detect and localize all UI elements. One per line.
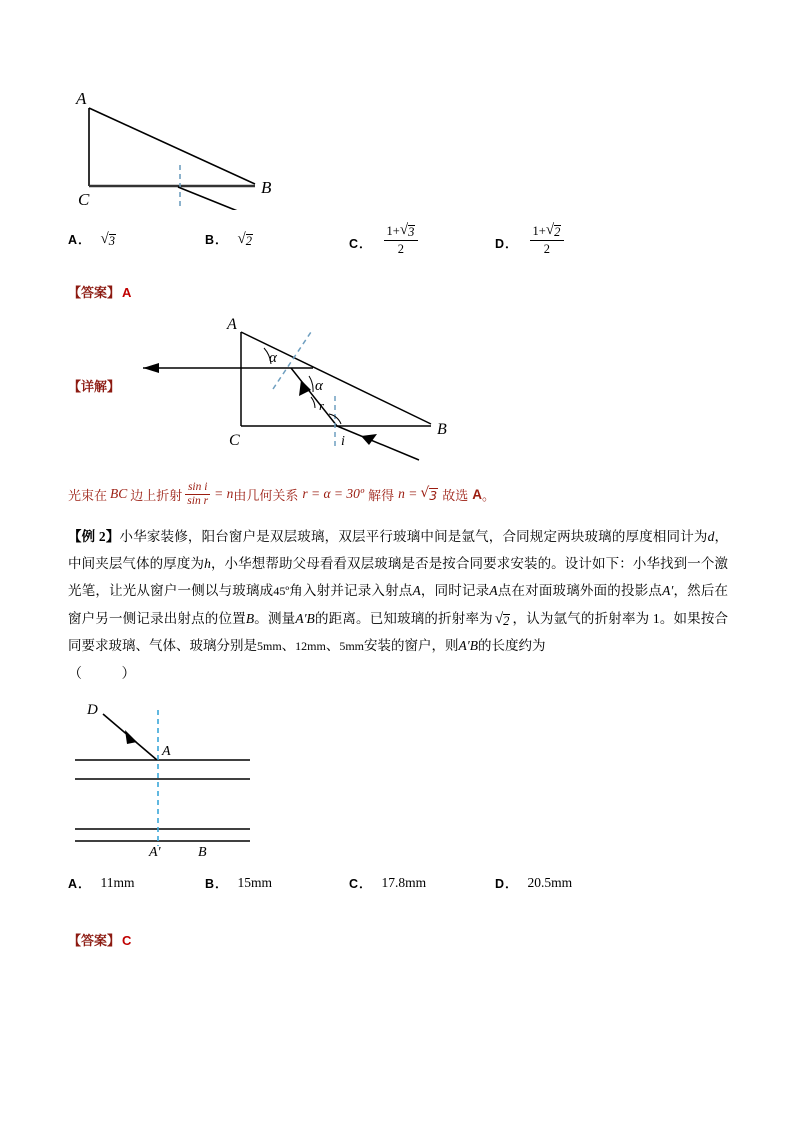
question2-line5h: 的长度约为 bbox=[477, 638, 546, 654]
solution-r-eq: r = α = 30º bbox=[302, 486, 365, 502]
label-B: B bbox=[261, 178, 272, 197]
incident-ray bbox=[337, 426, 419, 460]
question2-line3c: 角入射并记录入射点 bbox=[289, 583, 413, 599]
question2-line3a: 到一个激光笔，让光从窗户一侧以与玻璃成 bbox=[68, 556, 728, 599]
exit-ray-arrow-icon bbox=[143, 363, 159, 373]
option-b-value: √ 2 bbox=[237, 230, 253, 248]
label-D: D bbox=[87, 702, 98, 719]
option-d-label: D． bbox=[495, 237, 519, 252]
option2-c[interactable] bbox=[349, 874, 426, 892]
option-a-radicand: 3 bbox=[108, 233, 116, 248]
question2-var-ApB: A′B bbox=[295, 611, 315, 627]
solution-text-3: 由几何关系 bbox=[233, 488, 299, 504]
label-B-3: B bbox=[198, 845, 207, 861]
solution-text-1: 光束在 bbox=[68, 488, 108, 504]
question2-line5g: 安装的窗户，则 bbox=[364, 638, 459, 654]
answer-value: A bbox=[122, 285, 132, 300]
solution-text-2: 边上折射 bbox=[130, 488, 183, 504]
answer2-value: C bbox=[122, 933, 132, 949]
question2-paragraph: 【例 2】小华家装修，阳台窗户是双层玻璃，双层平行玻璃中间是氩气，合同规定两块玻璃的厚度相同计为d，中间夹层气体的厚度为h，小华想帮助父母看看双层玻璃是否是按合同要求安装的。设计如下：小华找到一个激光笔，让光从窗户一侧以与玻璃成45º角入射并记录入射点A，同时记录A点在对面玻璃外面的投影点A′，然后在窗户另一侧记录出射点的位置B。测量A′B的距离。已知玻璃的折射率为 √ 2 ，认为氩气的折射率为 1。如果按合同要求玻璃、气体、玻璃分别是5mm、12mm、5mm安装的窗户，则A′B的长度约为 bbox=[68, 529, 729, 654]
question2-answer-row bbox=[68, 930, 728, 950]
option-d-value: 1+ √ 2 2 bbox=[530, 224, 565, 256]
question2-var-ApB2: A′B bbox=[458, 638, 478, 654]
figure-prism-2-svg bbox=[123, 314, 483, 474]
label-r: r bbox=[319, 398, 325, 413]
page-content bbox=[68, 60, 728, 950]
figure-prism-1 bbox=[68, 60, 728, 210]
question2-line4d: 的距离。已知玻璃的折射率为 bbox=[314, 611, 493, 627]
option2-c-label: C． bbox=[349, 877, 373, 892]
option-d-num-prefix: 1+ bbox=[532, 224, 546, 238]
question2-line2a: ，中间夹层气体的厚度为 bbox=[68, 529, 729, 572]
question2-var-A2: A bbox=[489, 583, 498, 599]
segment-AB bbox=[89, 108, 255, 184]
solution-n-radicand: 3 bbox=[429, 487, 438, 503]
solution-bc: BC bbox=[110, 486, 128, 502]
label-C: C bbox=[78, 190, 90, 209]
incident-ray-arrow-icon bbox=[125, 730, 137, 744]
question2-var-h: h bbox=[204, 556, 211, 572]
label-A-prime: A' bbox=[149, 845, 161, 861]
option-c-value: 1+ √ 3 2 bbox=[384, 224, 419, 256]
option-a[interactable] bbox=[68, 230, 116, 248]
option2-b[interactable] bbox=[205, 874, 272, 892]
question1-options bbox=[68, 222, 728, 274]
option2-b-label: B． bbox=[205, 877, 229, 892]
label-C-2: C bbox=[229, 432, 240, 449]
label-B-2: B bbox=[437, 421, 447, 438]
option-c-radicand: 3 bbox=[408, 225, 415, 239]
question2-thickness-1: 5mm bbox=[257, 639, 282, 654]
option2-b-value: 15mm bbox=[237, 875, 273, 891]
question2-line4e: ，认为氩气的 bbox=[512, 611, 595, 627]
question2-thickness-2: 12mm bbox=[295, 639, 326, 654]
option-d[interactable] bbox=[495, 224, 566, 256]
question2-options bbox=[68, 874, 728, 908]
question1-answer-row bbox=[68, 282, 728, 308]
question2-line5a: 折射率为 1。如果按合同要求玻璃、气体、玻璃分别是 bbox=[68, 611, 729, 654]
question2-line5c: 、 bbox=[281, 638, 296, 654]
option2-a[interactable] bbox=[68, 874, 135, 892]
normal-dashed-AB bbox=[273, 332, 311, 389]
question2-angle-45: 45º bbox=[273, 584, 290, 599]
option2-d-value: 20.5mm bbox=[527, 875, 573, 891]
option-a-label: A． bbox=[68, 233, 92, 247]
question2-line4a: 影点 bbox=[634, 583, 663, 599]
option2-d[interactable] bbox=[495, 874, 572, 892]
solution-frac-den: sin r bbox=[187, 494, 209, 507]
figure-prism-1-svg bbox=[68, 60, 368, 210]
label-i: i bbox=[341, 434, 345, 449]
option-d-radicand: 2 bbox=[554, 225, 561, 239]
internal-ray bbox=[291, 368, 337, 426]
option-c-denominator: 2 bbox=[384, 240, 419, 256]
question2-line3e: 点在对面玻璃外面的投 bbox=[497, 583, 635, 599]
question2-thickness-3: 5mm bbox=[339, 639, 365, 654]
label-A: A bbox=[76, 89, 87, 108]
option2-a-value: 11mm bbox=[100, 875, 135, 891]
option-b[interactable] bbox=[205, 230, 253, 248]
figure-double-glazing bbox=[68, 698, 728, 878]
solution-text-4: 解得 bbox=[368, 488, 395, 504]
option-c-label: C． bbox=[349, 237, 373, 252]
solution-choice: A bbox=[472, 486, 482, 502]
solution-line: 光束在 BC 边上折射 $\frac{\text{sin i}}{\text{sin r}}$ = n 由几何关系 r = α = 30º 解得 n = √ 3 故选 A 。 bbox=[68, 481, 496, 507]
question2-line2b: ，小华想帮助父母看看双层玻璃是否是按合同要求安装的。设计如下：小华找 bbox=[210, 556, 674, 572]
option-a-value: √ 3 bbox=[100, 230, 116, 248]
question2-line4b: ，然后在窗户另一侧记录出射点的位置 bbox=[68, 583, 729, 627]
solution-period: 。 bbox=[482, 488, 496, 504]
question2-sqrt2-radicand: 2 bbox=[503, 614, 510, 629]
question2-blank[interactable]: （ ） bbox=[68, 667, 154, 683]
solution-eq-n: = n bbox=[214, 486, 234, 502]
label-alpha-mid: α bbox=[315, 378, 323, 394]
question2-line1: 小华家装修，阳台窗户是双层玻璃，双层平行玻璃中间是氩气，合同规定两块玻璃的厚度相同计为 bbox=[119, 529, 708, 545]
question2-line4c: 。测量 bbox=[254, 611, 296, 627]
label-A-3: A bbox=[162, 744, 171, 760]
question2-var-B: B bbox=[245, 611, 255, 627]
solution-text-5: 故选 bbox=[442, 488, 469, 504]
label-A-2: A bbox=[227, 316, 237, 333]
question2-line5e: 、 bbox=[325, 638, 340, 654]
question2-var-d: d bbox=[707, 529, 715, 545]
label-alpha-top: α bbox=[269, 350, 277, 366]
solution-fraction bbox=[185, 481, 210, 507]
option-d-denominator: 2 bbox=[530, 240, 565, 256]
segment-AB-2 bbox=[241, 332, 431, 424]
option2-c-value: 17.8mm bbox=[381, 875, 427, 891]
detail-tag: 【详解】 bbox=[68, 380, 121, 395]
incident-ray-arrow-icon bbox=[361, 434, 377, 445]
figure-prism-2-block bbox=[68, 314, 728, 479]
option-c-num-prefix: 1+ bbox=[386, 224, 400, 238]
question2-blank-row bbox=[68, 660, 728, 688]
question2-var-A: A bbox=[412, 583, 421, 599]
internal-ray-arrow-icon bbox=[299, 380, 311, 396]
solution-frac-num: sin i bbox=[187, 481, 208, 493]
refracted-ray bbox=[178, 187, 250, 210]
question2-var-Aprime: A′ bbox=[662, 583, 674, 599]
question2-tag: 【例 2】 bbox=[68, 529, 120, 545]
detail-tag-wrap bbox=[68, 376, 120, 396]
option2-a-label: A． bbox=[68, 877, 92, 892]
option-c[interactable] bbox=[349, 224, 420, 256]
figure-double-glazing-svg bbox=[65, 698, 385, 878]
solution-n-eq: n = bbox=[398, 486, 418, 502]
option-b-label: B． bbox=[205, 233, 229, 247]
answer2-tag: 【答案】 bbox=[68, 934, 121, 950]
option-b-radicand: 2 bbox=[245, 233, 253, 248]
answer-tag: 【答案】 bbox=[68, 286, 121, 301]
option2-d-label: D． bbox=[495, 877, 519, 892]
question2-line3d: ，同时记录 bbox=[420, 583, 490, 599]
